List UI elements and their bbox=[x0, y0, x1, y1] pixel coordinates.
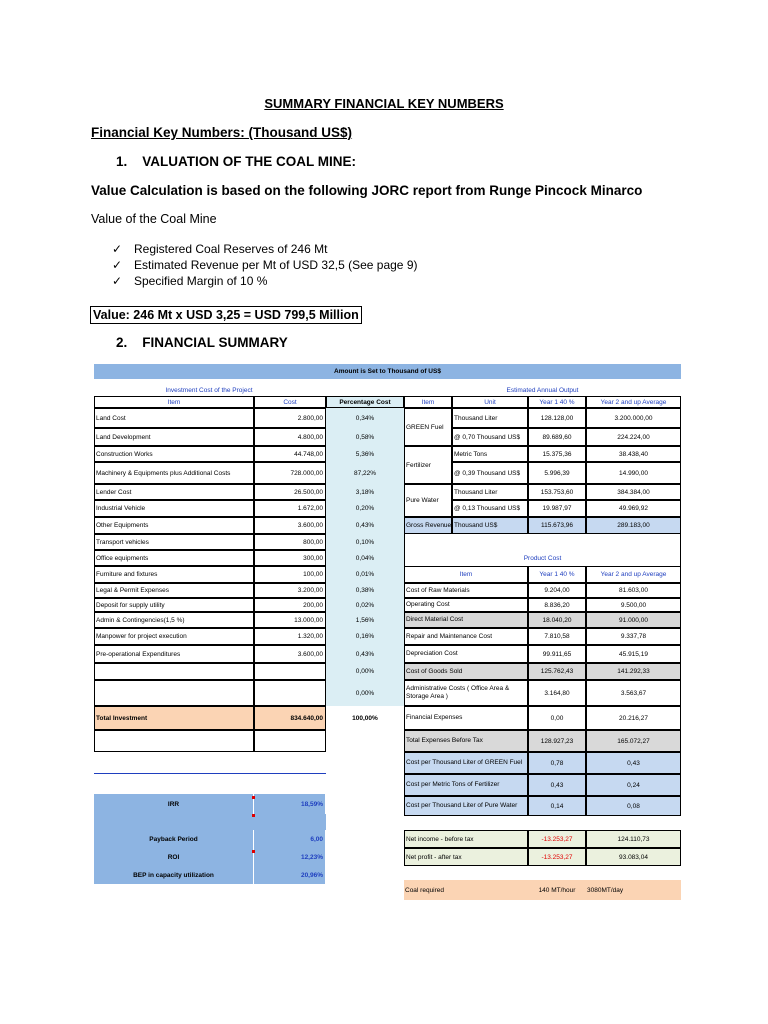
bullet-item: ✓ Estimated Revenue per Mt of USD 32,5 (See page 9) bbox=[112, 258, 418, 272]
product-cost-year1: 0,78 bbox=[528, 752, 586, 774]
net-year2: 124.110,73 bbox=[586, 830, 681, 848]
investment-percentage: 1,56% bbox=[326, 612, 404, 628]
investment-percentage: 0,00% bbox=[326, 663, 404, 680]
investment-cost: 44.748,00 bbox=[254, 446, 326, 462]
bullet-item: ✓ Specified Margin of 10 % bbox=[112, 274, 268, 288]
net-year1: -13.253,27 bbox=[528, 848, 586, 866]
investment-percentage: 0,34% bbox=[326, 408, 404, 428]
output-year1: 15.375,36 bbox=[528, 446, 586, 462]
investment-cost: 200,00 bbox=[254, 598, 326, 612]
product-cost-year1: 0,14 bbox=[528, 796, 586, 816]
pc-header-item: Item bbox=[404, 566, 528, 583]
check-icon: ✓ bbox=[112, 258, 123, 272]
investment-item: Pre-operational Expenditures bbox=[94, 645, 254, 663]
output-unit: @ 0,39 Thousand US$ bbox=[452, 462, 528, 484]
investment-cost bbox=[254, 680, 326, 706]
section-financial-key-numbers: Financial Key Numbers: (Thousand US$) bbox=[91, 125, 353, 140]
output-year1: 19.987,97 bbox=[528, 500, 586, 517]
kpi-label: ROI bbox=[94, 848, 254, 866]
check-icon: ✓ bbox=[112, 242, 123, 256]
investment-percentage: 0,01% bbox=[326, 566, 404, 583]
product-cost-year1: 7.810,58 bbox=[528, 628, 586, 645]
product-cost-item: Administrative Costs ( Office Area & Storage Area ) bbox=[404, 680, 528, 706]
investment-cost: 1.672,00 bbox=[254, 500, 326, 517]
investment-cost: 3.200,00 bbox=[254, 583, 326, 598]
net-item: Net income - before tax bbox=[404, 830, 528, 848]
investment-item: Land Development bbox=[94, 428, 254, 446]
output-item: Pure Water bbox=[404, 484, 452, 517]
empty-cell bbox=[94, 730, 254, 752]
kpi-band bbox=[94, 814, 326, 828]
product-cost-year1: 8.836,20 bbox=[528, 598, 586, 612]
investment-percentage: 0,20% bbox=[326, 500, 404, 517]
investment-cost: 300,00 bbox=[254, 550, 326, 566]
comment-marker bbox=[252, 850, 255, 853]
investment-item bbox=[94, 680, 254, 706]
investment-percentage: 0,10% bbox=[326, 534, 404, 550]
output-unit: @ 0,13 Thousand US$ bbox=[452, 500, 528, 517]
output-year1: 128.128,00 bbox=[528, 408, 586, 428]
investment-cost: 800,00 bbox=[254, 534, 326, 550]
heading-valuation: 1. VALUATION OF THE COAL MINE: bbox=[116, 154, 357, 169]
heading-financial-summary: 2. FINANCIAL SUMMARY bbox=[116, 335, 288, 350]
column-header-unit: Unit bbox=[452, 396, 528, 408]
investment-percentage: 0,00% bbox=[326, 680, 404, 706]
gross-revenue-year1: 115.673,96 bbox=[528, 517, 586, 534]
product-cost-item: Cost per Metric Tons of Fertilizer bbox=[404, 774, 528, 796]
output-year2: 3.200.000,00 bbox=[586, 408, 681, 428]
product-cost-year1: 0,43 bbox=[528, 774, 586, 796]
investment-percentage: 87,22% bbox=[326, 462, 404, 484]
product-cost-item: Total Expenses Before Tax bbox=[404, 730, 528, 752]
investment-cost: 1.320,00 bbox=[254, 628, 326, 645]
product-cost-year2: 81.603,00 bbox=[586, 583, 681, 598]
investment-cost: 2.800,00 bbox=[254, 408, 326, 428]
kpi-value: 6,00 bbox=[254, 830, 326, 848]
page-title: SUMMARY FINANCIAL KEY NUMBERS bbox=[264, 96, 504, 111]
output-unit: @ 0,70 Thousand US$ bbox=[452, 428, 528, 446]
product-cost-year2: 9.337,78 bbox=[586, 628, 681, 645]
investment-item: Admin & Contingencies(1,5 %) bbox=[94, 612, 254, 628]
product-cost-item: Cost per Thousand Liter of Pure Water bbox=[404, 796, 528, 816]
value-calculation-text: Value Calculation is based on the following JORC report from Runge Pincock Minarco bbox=[91, 183, 643, 198]
kpi-value: 20,96% bbox=[254, 866, 326, 884]
kpi-label: Payback Period bbox=[94, 830, 254, 848]
output-year2: 49.969,92 bbox=[586, 500, 681, 517]
coal-required-label: Coal required bbox=[404, 880, 528, 900]
investment-item: Other Equipments bbox=[94, 517, 254, 534]
output-unit: Thousand Liter bbox=[452, 408, 528, 428]
product-cost-year1: 128.927,23 bbox=[528, 730, 586, 752]
investment-percentage: 0,43% bbox=[326, 517, 404, 534]
total-investment-percentage: 100,00% bbox=[352, 714, 378, 722]
product-cost-item: Operating Cost bbox=[404, 598, 528, 612]
investment-item: Construction Works bbox=[94, 446, 254, 462]
gross-revenue-label: Gross Revenue bbox=[404, 517, 452, 534]
product-cost-year2: 0,08 bbox=[586, 796, 681, 816]
kpi-label: IRR bbox=[94, 794, 254, 814]
column-header-output-item: Item bbox=[404, 396, 452, 408]
output-year2: 38.438,40 bbox=[586, 446, 681, 462]
investment-item: Land Cost bbox=[94, 408, 254, 428]
column-header-percentage: Percentage Cost bbox=[326, 396, 404, 408]
output-unit: Thousand Liter bbox=[452, 484, 528, 500]
product-cost-year2: 0,24 bbox=[586, 774, 681, 796]
value-of-coal-mine-label: Value of the Coal Mine bbox=[91, 212, 217, 226]
output-year2: 224.224,00 bbox=[586, 428, 681, 446]
net-year1: -13.253,27 bbox=[528, 830, 586, 848]
investment-cost: 100,00 bbox=[254, 566, 326, 583]
product-cost-year1: 18.040,20 bbox=[528, 612, 586, 628]
product-cost-year1: 99.911,65 bbox=[528, 645, 586, 663]
product-cost-year1: 9.204,00 bbox=[528, 583, 586, 598]
output-year2: 384.384,00 bbox=[586, 484, 681, 500]
investment-percentage: 0,38% bbox=[326, 583, 404, 598]
investment-item: Legal & Permit Expenses bbox=[94, 583, 254, 598]
output-title: Estimated Annual Output bbox=[506, 386, 579, 394]
output-year1: 153.753,60 bbox=[528, 484, 586, 500]
investment-percentage: 0,04% bbox=[326, 550, 404, 566]
check-icon: ✓ bbox=[112, 274, 123, 288]
output-item: Fertilizer bbox=[404, 446, 452, 484]
net-year2: 93.083,04 bbox=[586, 848, 681, 866]
investment-cost: 4.800,00 bbox=[254, 428, 326, 446]
kpi-label: BEP in capacity utilization bbox=[94, 866, 254, 884]
valuation-box: Value: 246 Mt x USD 3,25 = USD 799,5 Million bbox=[90, 306, 362, 324]
investment-cost: 728.000,00 bbox=[254, 462, 326, 484]
investment-cost bbox=[254, 663, 326, 680]
output-year1: 89.689,60 bbox=[528, 428, 586, 446]
product-cost-item: Cost of Raw Materials bbox=[404, 583, 528, 598]
product-cost-year1: 125.762,43 bbox=[528, 663, 586, 680]
product-cost-item: Financial Expenses bbox=[404, 706, 528, 730]
product-cost-year2: 9.500,00 bbox=[586, 598, 681, 612]
product-cost-item: Repair and Maintenance Cost bbox=[404, 628, 528, 645]
amount-banner: Amount is Set to Thousand of US$ bbox=[94, 364, 681, 379]
coal-required-day: 3080MT/day bbox=[586, 880, 681, 900]
investment-item bbox=[94, 663, 254, 680]
kpi-value: 18,59% bbox=[254, 794, 326, 814]
comment-marker bbox=[252, 796, 255, 799]
product-cost-year2: 141.292,33 bbox=[586, 663, 681, 680]
output-unit: Metric Tons bbox=[452, 446, 528, 462]
investment-percentage: 0,16% bbox=[326, 628, 404, 645]
product-cost-year2: 45.915,19 bbox=[586, 645, 681, 663]
investment-percentage: 0,02% bbox=[326, 598, 404, 612]
product-cost-year1: 3.164,80 bbox=[528, 680, 586, 706]
product-cost-item: Depreciation Cost bbox=[404, 645, 528, 663]
total-investment-cost: 834.640,00 bbox=[254, 706, 326, 730]
column-header-year2: Year 2 and up Average bbox=[586, 396, 681, 408]
product-cost-year2: 3.563,67 bbox=[586, 680, 681, 706]
investment-item: Transport vehicles bbox=[94, 534, 254, 550]
investment-item: Machinery & Equipments plus Additional Costs bbox=[94, 462, 254, 484]
column-header-cost: Cost bbox=[254, 396, 326, 408]
output-year2: 14.990,00 bbox=[586, 462, 681, 484]
output-year1: 5.996,39 bbox=[528, 462, 586, 484]
investment-cost: 26.500,00 bbox=[254, 484, 326, 500]
product-cost-year2: 165.072,27 bbox=[586, 730, 681, 752]
blue-line bbox=[94, 752, 326, 774]
product-cost-item: Cost of Goods Sold bbox=[404, 663, 528, 680]
investment-cost: 13.000,00 bbox=[254, 612, 326, 628]
investment-percentage: 0,58% bbox=[326, 428, 404, 446]
kpi-value: 12,23% bbox=[254, 848, 326, 866]
investment-item: Office equipments bbox=[94, 550, 254, 566]
investment-percentage: 5,36% bbox=[326, 446, 404, 462]
investment-item: Deposit for supply utility bbox=[94, 598, 254, 612]
pc-header-year2: Year 2 and up Average bbox=[586, 566, 681, 583]
net-item: Net profit - after tax bbox=[404, 848, 528, 866]
product-cost-year2: 91.000,00 bbox=[586, 612, 681, 628]
product-cost-year1: 0,00 bbox=[528, 706, 586, 730]
column-header-year1: Year 1 40 % bbox=[528, 396, 586, 408]
total-investment-label: Total Investment bbox=[94, 706, 254, 730]
investment-item: Furniture and fixtures bbox=[94, 566, 254, 583]
product-cost-item: Direct Material Cost bbox=[404, 612, 528, 628]
investment-cost: 3.600,00 bbox=[254, 517, 326, 534]
investment-title: Investment Cost of the Project bbox=[165, 386, 253, 394]
investment-cost: 3.600,00 bbox=[254, 645, 326, 663]
pc-header-year1: Year 1 40 % bbox=[528, 566, 586, 583]
investment-item: Manpower for project execution bbox=[94, 628, 254, 645]
investment-item: Industrial Vehicle bbox=[94, 500, 254, 517]
bullet-item: ✓ Registered Coal Reserves of 246 Mt bbox=[112, 242, 328, 256]
investment-percentage: 3,18% bbox=[326, 484, 404, 500]
coal-required-hour: 140 MT/hour bbox=[528, 880, 586, 900]
empty-cell bbox=[254, 730, 326, 752]
product-cost-title: Product Cost bbox=[523, 554, 562, 562]
investment-percentage: 0,43% bbox=[326, 645, 404, 663]
product-cost-item: Cost per Thousand Liter of GREEN Fuel bbox=[404, 752, 528, 774]
comment-marker bbox=[252, 814, 255, 817]
output-item: GREEN Fuel bbox=[404, 408, 452, 446]
gross-revenue-unit: Thousand US$ bbox=[452, 517, 528, 534]
investment-item: Lender Cost bbox=[94, 484, 254, 500]
column-header-item: Item bbox=[94, 396, 254, 408]
product-cost-year2: 20.216,27 bbox=[586, 706, 681, 730]
product-cost-year2: 0,43 bbox=[586, 752, 681, 774]
gross-revenue-year2: 289.183,00 bbox=[586, 517, 681, 534]
